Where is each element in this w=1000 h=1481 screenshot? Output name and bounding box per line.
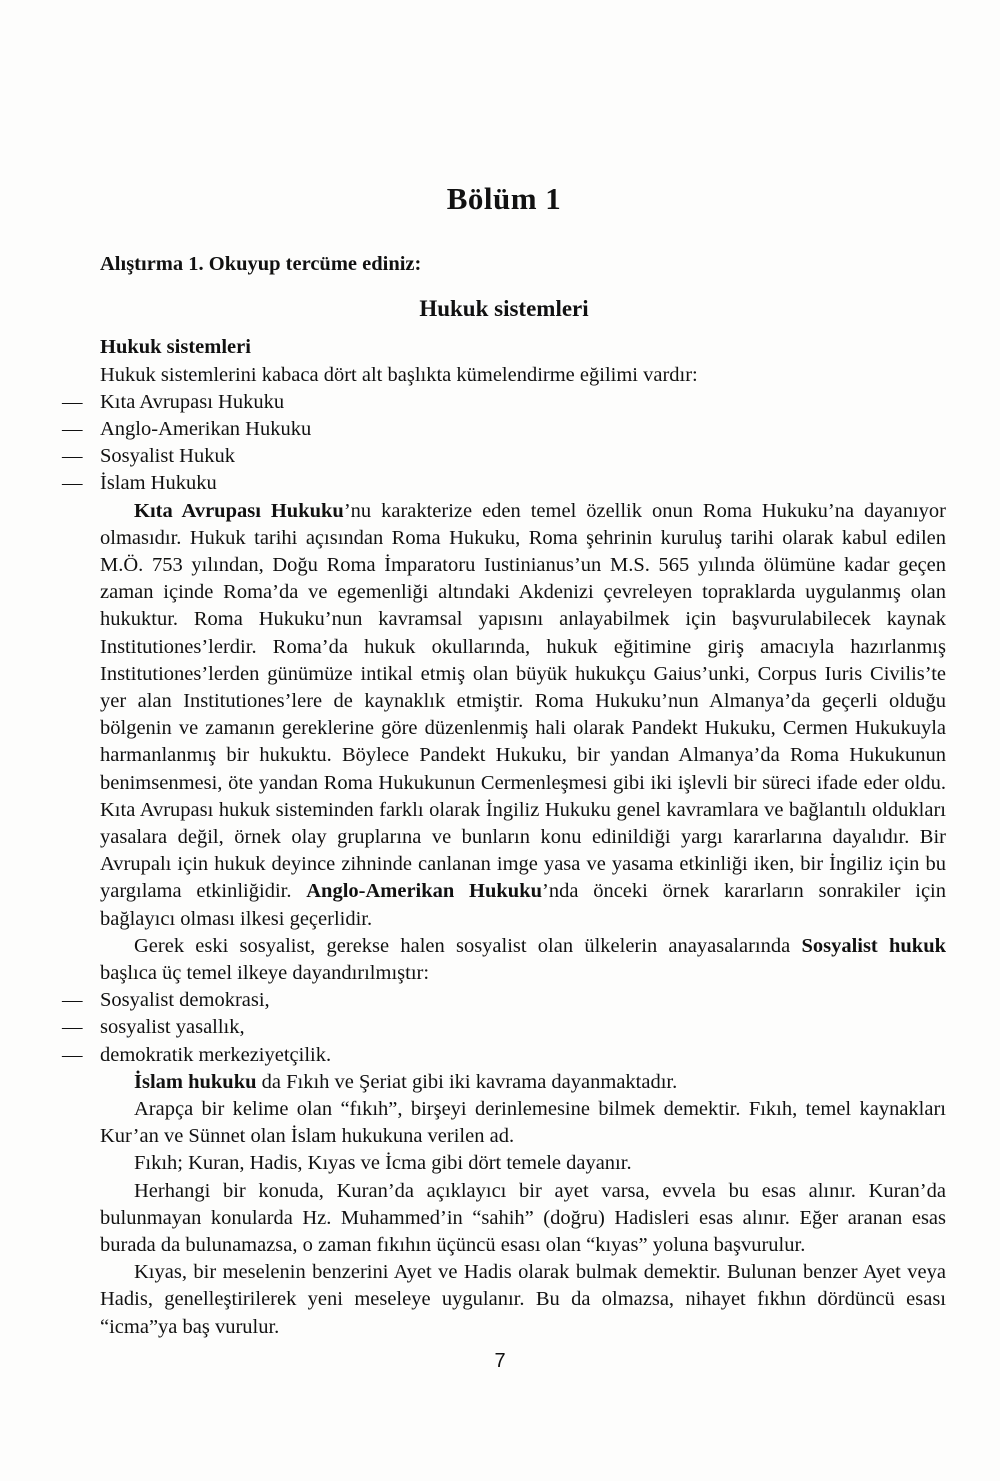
page-content (62, 0, 946, 1341)
intro-line: Hukuk sistemlerini kabaca dört alt başlıkta kümelendirme eğilimi vardır: (100, 363, 698, 386)
term-kita-avrupasi-hukuku: Kıta Avrupası Hukuku (134, 499, 344, 522)
body-subheading: Hukuk sistemleri (100, 336, 251, 359)
paragraph-islam-hukuku (100, 1069, 946, 1096)
paragraph-kita-tail: ’nda önceki örnek kararların sonrakiler için bağlayıcı olması ilkesi geçerlidir. (100, 880, 946, 930)
paragraph-islam-body: da Fıkıh ve Şeriat gibi iki kavrama dayanmaktadır. (256, 1070, 678, 1093)
term-islam-hukuku: İslam hukuku (134, 1070, 257, 1093)
list-item-label: İslam Hukuku (100, 472, 217, 495)
paragraph-arapca: Arapça bir kelime olan “fıkıh”, birşeyi derinlemesine bilmek demektir. Fıkıh, temel kaynakları Kur’an ve Sünnet olan İslam hukukuna verilen ad. (100, 1098, 946, 1148)
paragraph-kita-avrupasi (100, 498, 946, 933)
dash-bullet-icon: — (62, 417, 83, 440)
paragraph-herhangi-bir-konuda: Herhangi bir konuda, Kuran’da açıklayıcı bir ayet varsa, evvela bu esas alınır. Kuran’da bulunmayan konularda Hz. Muhammed’in “sahih” (doğru) Hadisleri esas alınır. Eğer aranan esas burada da bulunamazsa, o zaman fıkıhın üçüncü esası olan “kıyas” yoluna başvurulur. (100, 1179, 946, 1257)
paragraph-fikih-temeller: Fıkıh; Kuran, Hadis, Kıyas ve İcma gibi dört temele dayanır. (134, 1152, 632, 1175)
page-number: 7 (494, 1350, 506, 1372)
dash-bullet-icon: — (62, 445, 83, 468)
section-title: Hukuk sistemleri (419, 295, 589, 321)
list-item-label: Sosyalist Hukuk (100, 445, 235, 468)
dash-bullet-icon: — (62, 989, 83, 1012)
list-item (62, 987, 946, 1014)
list-item (62, 443, 946, 470)
dash-bullet-icon: — (62, 390, 83, 413)
list-item (62, 416, 946, 443)
socialist-principles-list (62, 987, 946, 1069)
list-item-label: Anglo-Amerikan Hukuku (100, 417, 312, 440)
term-anglo-amerikan-hukuku: Anglo-Amerikan Hukuku (306, 880, 543, 903)
paragraph-sosyalist-post: başlıca üç temel ilkeye dayandırılmıştır: (100, 961, 430, 984)
paragraph-kiyas: Kıyas, bir meselenin benzerini Ayet ve Hadis olarak bulmak demektir. Bulunan benzer Ayet veya Hadis, genelleştirilerek yeni meseleye uygulanır. Bu da olmazsa, nihayet fıkhın dördüncü esası “icma”ya baş vurulur. (100, 1261, 946, 1338)
paragraph-kita-body: ’nu karakterize eden temel özellik onun Roma Hukuku’na dayanıyor olmasıdır. Hukuk tarihi açısından Roma Hukuku, Roma şehrinin kuruluş tarihi olarak kabul edilen M.Ö. 753 yılından, Doğu Roma İmparatoru Iustinianus’un M.S. 565 yılında ölümüne kadar geçen zaman içinde Roma’da ve egemenliği altındaki Akdenizi çevreleyen topraklarda uygulanmış olan hukuktur. Roma Hukuku’nun kavramsal yapısını anlayabilmek için başvurulabilecek kaynak Institutiones’lerdir. Roma’da hukuk okullarında, hukuk eğitimine giriş amacıyla hazırlanmış Institutiones’lerden günümüze intikal etmiş olan büyük hukukçu Gaius’unki, Corpus Iuris Civilis’te yer alan Institutiones’lere de kaynaklık etmiştir. Roma Hukuku’nun Almanya’da geçerli olduğu bölgenin ve zamanın gereklerine göre düzenlenmiş hali olarak Pandekt Hukuku, Cermen Hukukuyla harmanlanmış bir hukuktu. Böylece Pandekt Hukuku, bir yandan Almanya’da Roma Hukukunun benimsenmesi, öte yandan Roma Hukukunun Cermenleşmesi gibi iki işlevli bir süreci ifade eder oldu. Kıta Avrupası hukuk sisteminden farklı olarak İngiliz Hukuku genel kavramlara ve bağlantılı oldukları yasalara değil, örnek olay gruplarına ve bunların konu edinildiği yargı kararlarına dayalıdır. Bir Avrupalı için hukuk deyince zihninde canlanan imge yasa ve yasama etkinliği iken, bir İngiliz için bu yargılama etkinliğidir. (100, 499, 946, 903)
list-item-label: Sosyalist demokrasi, (100, 989, 270, 1012)
term-sosyalist-hukuk: Sosyalist hukuk (801, 934, 946, 957)
paragraph-sosyalist (100, 933, 946, 987)
list-item-label: demokratik merkeziyetçilik. (100, 1043, 332, 1066)
legal-systems-list (62, 389, 946, 498)
list-item (62, 389, 946, 416)
list-item (62, 1014, 946, 1041)
exercise-instruction: Alıştırma 1. Okuyup tercüme ediniz: (100, 253, 422, 276)
dash-bullet-icon: — (62, 1016, 83, 1039)
chapter-title: Bölüm 1 (446, 181, 562, 216)
list-item (62, 470, 946, 497)
list-item-label: sosyalist yasallık, (100, 1016, 245, 1039)
list-item (62, 1042, 946, 1069)
body-text-block (62, 322, 946, 1341)
dash-bullet-icon: — (62, 472, 83, 495)
list-item-label: Kıta Avrupası Hukuku (100, 390, 285, 413)
paragraph-sosyalist-pre: Gerek eski sosyalist, gerekse halen sosyalist olan ülkelerin anayasalarında (134, 934, 802, 957)
dash-bullet-icon: — (62, 1043, 83, 1066)
